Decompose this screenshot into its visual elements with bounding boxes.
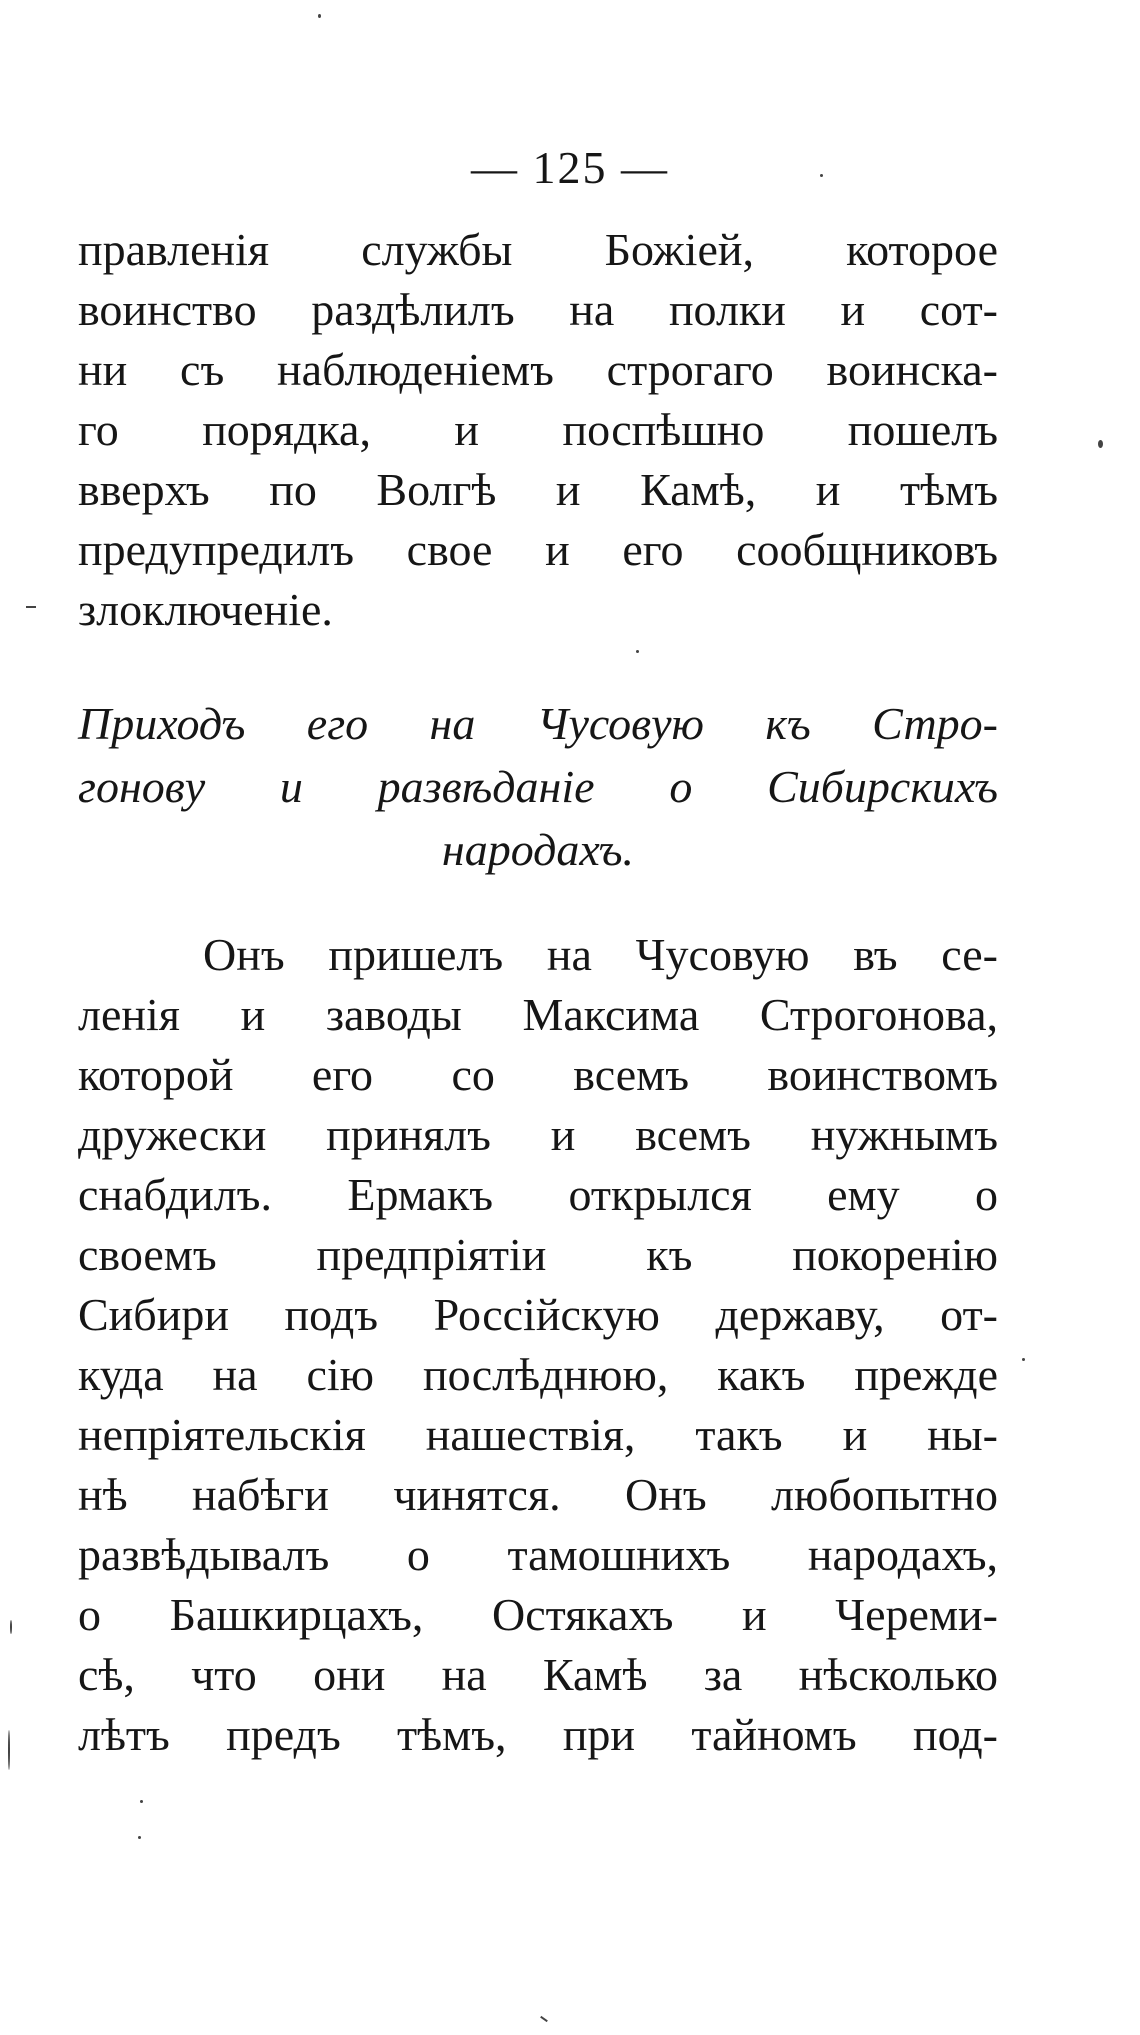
text-line: о Башкирцахъ, Остякахъ и Череми- [78, 1589, 998, 1640]
paragraph-2 [78, 925, 998, 1765]
scan-speck [1098, 440, 1103, 448]
text-line: куда на сію послѣднюю, какъ прежде [78, 1349, 998, 1400]
text-line: нѣ набѣги чинятся. Онъ любопытно [78, 1469, 998, 1520]
scan-dash [540, 2016, 548, 2022]
text-line: правленія службы Божіей, которое [78, 224, 998, 275]
heading-line: народахъ. [441, 824, 635, 875]
text-line: злоключеніе. [78, 584, 333, 635]
page-number: — 125 — [471, 142, 669, 193]
text-line: вверхъ по Волгѣ и Камѣ, и тѣмъ [78, 464, 998, 515]
scan-speck [10, 1620, 12, 1634]
text-line: своемъ предпріятіи къ покоренію [78, 1229, 998, 1280]
scan-speck [636, 650, 639, 653]
scan-speck [138, 1836, 141, 1839]
section-heading [78, 692, 998, 881]
text-line: Сибири подъ Россійскую державу, от- [78, 1289, 998, 1340]
text-line: дружески принялъ и всемъ нужнымъ [78, 1109, 998, 1160]
text-line: непріятельскія нашествія, такъ и ны- [78, 1409, 998, 1460]
text-line: лѣтъ предъ тѣмъ, при тайномъ под- [78, 1709, 998, 1760]
text-line: го порядка, и поспѣшно пошелъ [78, 404, 998, 455]
scan-speck [318, 14, 321, 18]
text-line: снабдилъ. Ермакъ открылся ему о [78, 1169, 998, 1220]
text-line: развѣдывалъ о тамошнихъ народахъ, [78, 1529, 998, 1580]
heading-line: гонову и развѣданіе о Сибирскихъ [78, 761, 998, 812]
scan-speck [1022, 1358, 1025, 1361]
scan-speck [140, 1800, 143, 1803]
paragraph-1 [78, 220, 998, 640]
text-line: которой его со всемъ воинствомъ [78, 1049, 998, 1100]
text-line: ни съ наблюденіемъ строгаго воинска- [78, 344, 998, 395]
text-line: ленія и заводы Максима Строгонова, [78, 989, 998, 1040]
text-line: воинство раздѣлилъ на полки и сот- [78, 284, 998, 335]
text-line: Онъ пришелъ на Чусовую въ се- [203, 929, 998, 980]
text-line: предупредилъ свое и его сообщниковъ [78, 524, 998, 575]
scan-dash [26, 606, 36, 608]
heading-line: Приходъ его на Чусовую къ Стро- [78, 698, 998, 749]
scan-speck [8, 1730, 10, 1770]
text-line: сѣ, что они на Камѣ за нѣсколько [78, 1649, 998, 1700]
scan-speck [820, 174, 823, 177]
